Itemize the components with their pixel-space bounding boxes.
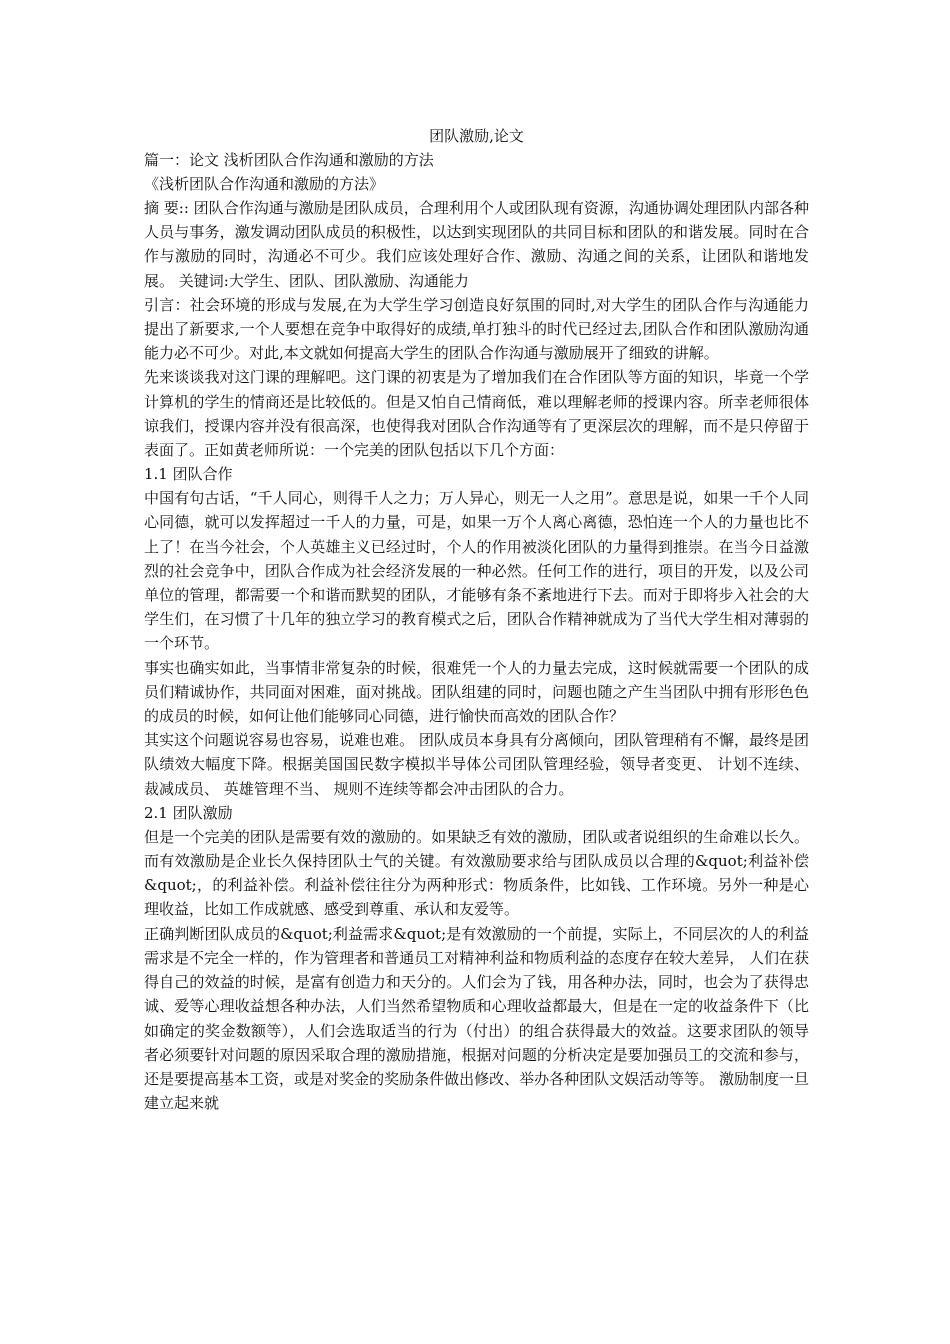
body-paragraph-3: 事实也确实如此，当事情非常复杂的时候，很难凭一个人的力量去完成，这时候就需要一个团队的成员们精诚协作，共同面对困难，面对挑战。团队组建的同时，问题也随之产生当团队中拥有形形色色的成员的时候，如何让他们能够同心同德，进行愉快而高效的团队合作？	[144, 658, 809, 726]
intro-paragraph: 引言：社会环境的形成与发展,在为大学生学习创造良好氛围的同时,对大学生的团队合作与沟通能力提出了新要求,一个人要想在竞争中取得好的成绩,单打独斗的时代已经过去,团队合作和团队激励沟通能力必不可少。对此,本文就如何提高大学生的团队合作沟通与激励展开了细致的讲解。	[144, 295, 809, 363]
section-heading-2: 2.1 团队激励	[144, 803, 233, 822]
body-paragraph-4: 其实这个问题说容易也容易，说难也难。 团队成员本身具有分离倾向，团队管理稍有不懈，最终是团队绩效大幅度下降。根据美国国民数字模拟半导体公司团队管理经验，领导者变更、 计划不连续、 裁减成员、 英雄管理不当、 规则不连续等都会冲击团队的合力。	[144, 731, 809, 798]
document-page	[144, 124, 809, 1115]
body-paragraph-1: 先来谈谈我对这门课的理解吧。这门课的初衷是为了增加我们在合作团队等方面的知识，毕竟一个学计算机的学生的情商还是比较低的。但是又怕自己情商低，难以理解老师的授课内容。所幸老师很体谅我们，授课内容并没有很高深，也使得我对团队合作沟通等有了更深层次的理解，而不是只停留于表面了。正如黄老师所说：一个完美的团队包括以下几个方面：	[144, 368, 809, 460]
body-paragraph-5: 但是一个完美的团队是需要有效的激励的。如果缺乏有效的激励，团队或者说组织的生命难以长久。而有效激励是企业长久保持团队士气的关键。有效激励要求给与团队成员以合理的&quot;利益补偿&quot;，的利益补偿。利益补偿往往分为两种形式：物质条件，比如钱、工作环境。另外一种是心理收益，比如工作成就感、感受到尊重、承认和友爱等。	[144, 827, 809, 919]
book-title-line: 《浅析团队合作沟通和激励的方法》	[144, 175, 385, 193]
body-paragraph-6: 正确判断团队成员的&quot;利益需求&quot;是有效激励的一个前提，实际上，不同层次的人的利益需求是不完全一样的，作为管理者和普通员工对精神利益和物质利益的态度存在较大差异， 人们在获得自己的效益的时候，是富有创造力和天分的。人们会为了钱，用各种办法，同时，也会为了获得忠诚、爱等心理收益想各种办法，人们当然希望物质和心理收益都最大，但是在一定的收益条件下（比如确定的奖金数额等），人们会选取适当的行为（付出）的组合获得最大的效益。这要求团队的领导者必须要针对问题的原因采取合理的激励措施，根据对问题的分析决定是要加强员工的交流和参与，还是要提高基本工资，或是对奖金的奖励条件做出修改、举办各种团队文娱活动等等。 激励制度一旦建立起来就	[144, 924, 809, 1113]
document-title: 团队激励,论文	[429, 127, 524, 145]
section-heading-1: 1.1 团队合作	[144, 465, 233, 484]
body-paragraph-2: 中国有句古话，“千人同心，则得千人之力；万人异心，则无一人之用”。意思是说，如果一千个人同心同德，就可以发挥超过一千人的力量，可是，如果一万个人离心离德，恐怕连一个人的力量也比不上了！在当今社会，个人英雄主义已经过时，个人的作用被淡化团队的力量得到推崇。在当今日益激烈的社会竞争中，团队合作成为社会经济发展的一种必然。任何工作的进行，项目的开发，以及公司单位的管理，都需要一个和谐而默契的团队，才能够有条不紊地进行下去。而对于即将步入社会的大学生们，在习惯了十几年的独立学习的教育模式之后，团队合作精神就成为了当代大学生相对薄弱的一个环节。	[144, 489, 809, 653]
subtitle-line: 篇一：论文 浅析团队合作沟通和激励的方法	[144, 151, 434, 169]
abstract-paragraph: 摘 要:: 团队合作沟通与激励是团队成员，合理利用个人或团队现有资源，沟通协调处理团队内部各种人员与事务，激发调动团队成员的积极性，以达到实现团队的共同目标和团队的和谐发展。同时在合作与激励的同时，沟通必不可少。我们应该处理好合作、激励、沟通之间的关系，让团队和谐地发展。 关键词:大学生、团队、团队激励、沟通能力	[144, 199, 809, 290]
